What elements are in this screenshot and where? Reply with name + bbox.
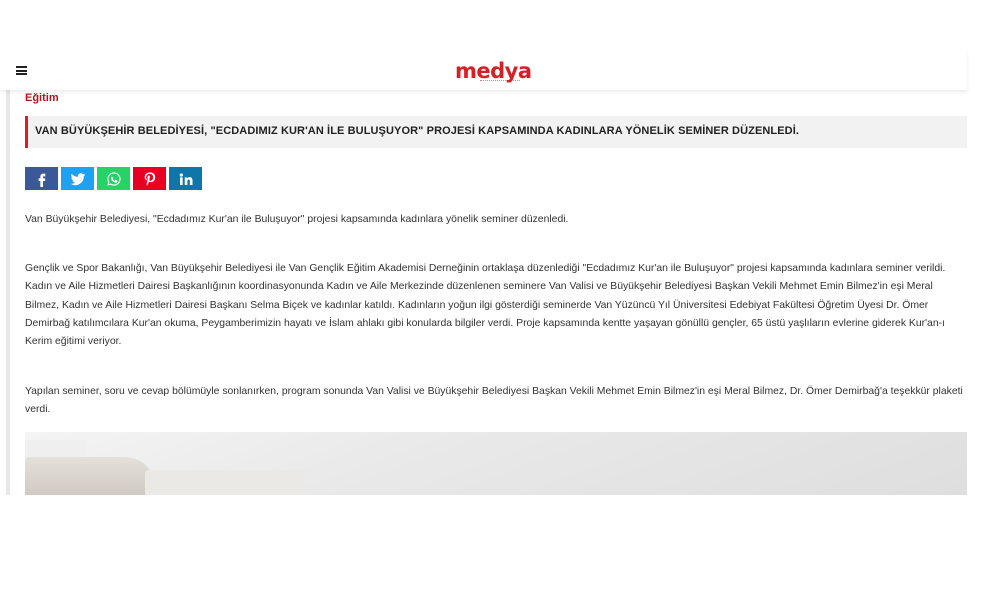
share-facebook-button[interactable]: [25, 167, 58, 190]
left-page-border: [6, 90, 10, 495]
share-buttons: [25, 167, 202, 190]
category-link[interactable]: Eğitim: [25, 92, 59, 104]
article-photo: [25, 432, 967, 495]
share-pinterest-button[interactable]: [133, 167, 166, 190]
article-title: VAN BÜYÜKŞEHİR BELEDİYESİ, "ECDADIMIZ KUR'AN İLE BULUŞUYOR" PROJESİ KAPSAMINDA KADINLARA YÖNELİK SEMİNER DÜZENLEDİ.: [35, 125, 800, 137]
article-title-box: [25, 116, 967, 148]
linkedin-icon: [178, 171, 194, 187]
share-whatsapp-button[interactable]: [97, 167, 130, 190]
hamburger-menu-icon[interactable]: [16, 66, 27, 75]
site-logo[interactable]: medya: [455, 59, 532, 83]
article-paragraph: Van Büyükşehir Belediyesi, "Ecdadımız Kur'an ile Buluşuyor" projesi kapsamında kadınlara yönelik seminer düzenledi.: [25, 214, 569, 225]
site-header: [0, 52, 967, 90]
whatsapp-icon: [106, 171, 122, 187]
article-paragraph: Yapılan seminer, soru ve cevap bölümüyle sonlanırken, program sonunda Van Valisi ve Büyükşehir Belediyesi Başkan Vekili Mehmet Emin Bilmez'in eşi Meral Bilmez, Dr. Ömer Demirbağ'a teşekkür plaketi verdi.: [25, 386, 963, 416]
share-twitter-button[interactable]: [61, 167, 94, 190]
share-linkedin-button[interactable]: [169, 167, 202, 190]
article-paragraph: Gençlik ve Spor Bakanlığı, Van Büyükşehir Belediyesi ile Van Gençlik Eğitim Akademisi Derneğinin ortaklaşa düzenlediği "Ecdadımız Kur'an ile Buluşuyor" projesi kapsamında kadınlara seminer verildi. Kadın ve Aile Hizmetleri Dairesi Başkanlığının koordinasyonunda Kadın ve Aile Merkezinde düzenlenen seminere Van Valisi ve Büyükşehir Belediyesi Başkan Vekili Mehmet Emin Bilmez'in eşi Meral Bilmez, Kadın ve Aile Hizmetleri Dairesi Başkanı Selma Biçek ve kadınlar katıldı. Kadınların yoğun ilgi gösterdiği seminerde Van Yüzüncü Yıl Üniversitesi Edebiyat Fakültesi Öğretim Üyesi Dr. Ömer Demirbağ katılımcılara Kur'an okuma, Peygamberimizin hayatı ve İslam ahlakı gibi konularda bilgiler verdi. Proje kapsamında kentte yaşayan gönüllü gençler, 65 üstü yaşlıların evlerine giderek Kur'an-ı Kerim eğitimi veriyor.: [25, 263, 946, 348]
facebook-icon: [34, 171, 50, 187]
pinterest-icon: [142, 171, 158, 187]
twitter-icon: [70, 171, 86, 187]
logo-tagline-decoration: [480, 80, 520, 84]
article-content: [25, 90, 967, 495]
